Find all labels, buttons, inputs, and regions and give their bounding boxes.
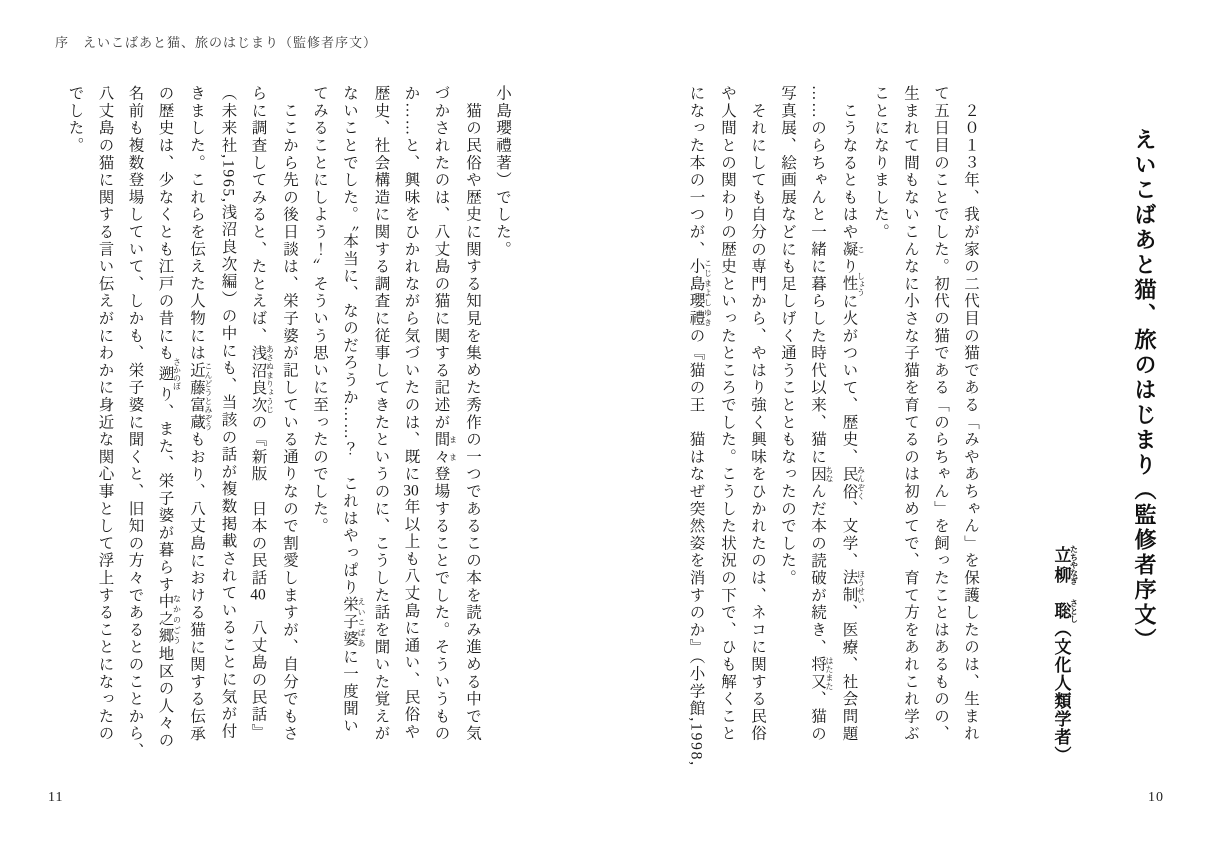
text-column: ２０１３年、我が家の二代目の猫である「みやあちゃん」を保護したのは、生まれ xyxy=(962,85,979,743)
text-column: 名前も複数登場していて、しかも、栄子婆に聞くと、旧知の方々であるとのことから、 xyxy=(126,85,144,760)
text-column: でした。 xyxy=(66,85,84,155)
text-column: てみることにしよう！〟そういう思いに至ったのでした。 xyxy=(311,85,328,535)
text-column: 写真展、絵画展などにも足しげく通うことともなったのでした。 xyxy=(779,85,796,587)
text-column: か……と、興味をひかれながら気づいたのは、既に30年以上も八丈島に通い、民俗や xyxy=(402,85,420,741)
left-page-text-block xyxy=(60,85,518,775)
author-name: 立柳 たちやなぎ 聡 さとし（文化人類学者） xyxy=(1051,545,1079,764)
chapter-title: えいこばあと猫、旅のはじまり（監修者序文） xyxy=(1132,128,1157,653)
text-column: （未来社,1965,浅沼良次編）の中にも、当該の話が複数掲載されていることに気が付 xyxy=(219,85,237,741)
page-number-right: 10 xyxy=(1148,790,1164,805)
text-column: きました。これらを伝えた人物には近藤富蔵 こんどうとみぞうもおり、八丈島における猫に関する伝承 xyxy=(188,85,213,743)
text-column: ないことでした。〝本当に、なのだろうか……？ これはやっぱり栄子婆 えいこばあに一度聞い xyxy=(341,85,366,735)
text-column: それにしても自分の専門から、やはり強く興味をひかれたのは、ネコに関する民俗 xyxy=(749,85,766,743)
text-column: や人間との関わりの歴史といったところでした。こうした状況の下で、ひも解くこと xyxy=(719,85,736,743)
text-column: 歴史、社会構造に関する調査に従事してきたというのに、こうした話を聞いた覚えが xyxy=(372,85,390,743)
text-column: づかされたのは、八丈島の猫に関する記述が間々 まま登場することでした。そういうもの xyxy=(432,85,458,743)
text-column: ここから先の後日談は、栄子婆が記している通りなので割愛しますが、自分でもさ xyxy=(281,85,298,743)
text-column: 小島瓔禮著）でした。 xyxy=(494,85,511,258)
text-column: 猫の民俗や歴史に関する知見を集めた秀作の一つであるこの本を読み進める中で気 xyxy=(464,85,481,743)
text-column: 生まれて間もないこんなに小さな子猫を育てるのは初めてで、育て方をあれこれ学ぶ xyxy=(902,85,919,743)
right-page-text-block xyxy=(681,85,986,775)
text-column: ……のらちゃんと一緒に暮らした時代以来、猫に因 ちなんだ本の読破が続き、将又 はたまた、猫の xyxy=(809,85,834,743)
text-column: らに調査してみると、たとえば、浅沼良次 あさぬまりょうじの『新版 日本の民話40 八丈島の民話』 xyxy=(249,85,275,741)
running-header: 序 えいこばあと猫、旅のはじまり（監修者序文） xyxy=(55,35,378,50)
text-column: 八丈島の猫に関する言い伝えがにわかに身近な関心事として浮上することになったの xyxy=(96,85,114,743)
text-column: て五日目のことでした。初代の猫である「のらちゃん」を飼ったことはあるものの、 xyxy=(932,85,949,743)
text-column: の歴史は、少なくとも江戸の昔にも遡 さかのぼり、また、栄子婆が暮らす中之郷 なかのごう地区の人々の xyxy=(156,85,182,750)
text-column: になった本の一つが、小島瓔禮 こじまよしゆきの『猫の王 猫はなぜ突然姿を消すのか』（小学館,1998, xyxy=(687,85,713,767)
text-column: ことになりました。 xyxy=(872,85,889,241)
text-column: こうなるともはや凝 こり性 しょうに火がついて、歴史、民俗 みんぞく、文学、法制 ほうせい、医療、社会問題 xyxy=(840,85,866,743)
page-number-left: 11 xyxy=(48,790,64,805)
